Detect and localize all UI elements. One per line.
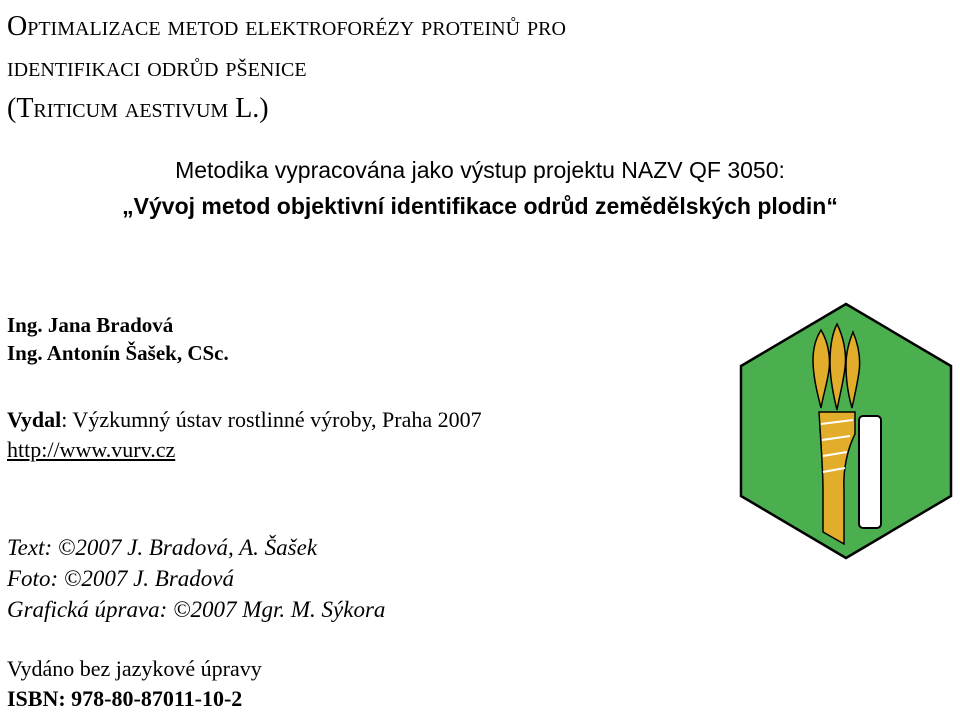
publisher-link[interactable]: http://www.vurv.cz [7, 437, 176, 462]
logo-bar [859, 416, 881, 528]
publisher-text: : Výzkumný ústav rostlinné výroby, Praha 2007 [61, 407, 482, 432]
publisher-line [7, 405, 482, 435]
document-title [7, 6, 907, 129]
author-1: Ing. Jana Bradová [7, 313, 174, 337]
publisher-block [7, 405, 482, 465]
subtitle-block [0, 152, 960, 224]
project-name: „Vývoj metod objektivní identifikace odrůd zemědělských plodin“ [122, 193, 838, 219]
subtitle: Metodika vypracována jako výstup projektu NAZV QF 3050: [175, 157, 785, 183]
title-line-1: Optimalizace metod elektroforézy proteinů pro [7, 11, 566, 42]
authors [7, 311, 229, 367]
credit-photo: Foto: ©2007 J. Bradová [7, 566, 234, 591]
credit-text: Text: ©2007 J. Bradová, A. Šašek [7, 535, 318, 560]
author-2: Ing. Antonín Šašek, CSc. [7, 341, 229, 365]
credit-graphics: Grafická úprava: ©2007 Mgr. M. Sýkora [7, 597, 386, 622]
title-line-2: identifikaci odrůd pšenice [7, 52, 307, 83]
credits [7, 532, 385, 625]
edition-note: Vydáno bez jazykové úpravy [7, 656, 262, 681]
footer [7, 654, 262, 714]
publisher-label: Vydal [7, 407, 62, 432]
hexagon-wheat-logo-icon [737, 300, 955, 562]
title-line-3: (Triticum aestivum L.) [7, 93, 269, 124]
isbn: ISBN: 978-80-87011-10-2 [7, 686, 243, 711]
